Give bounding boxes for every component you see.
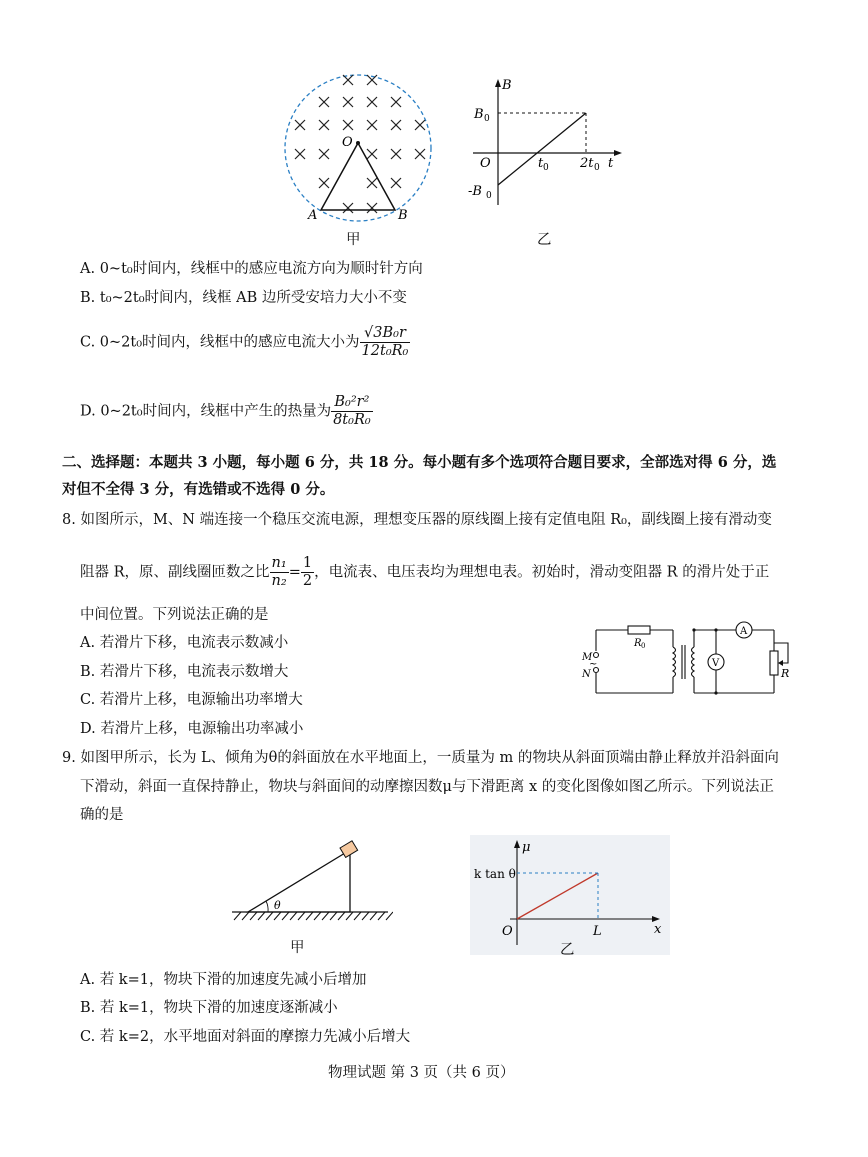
q8-stem-line2 xyxy=(80,555,769,590)
axis-label-B: B xyxy=(502,78,512,93)
axis-label-x: x xyxy=(654,922,662,937)
tick-2t0-sub: 0 xyxy=(594,163,600,173)
page-footer: 物理试题 第 3 页（共 6 页） xyxy=(328,1065,515,1081)
label-R0-sub: 0 xyxy=(641,642,646,650)
ground-hatch xyxy=(338,912,345,920)
figure-circle-field xyxy=(280,68,440,228)
tick-B0: B xyxy=(474,107,484,122)
q7-option-D xyxy=(80,394,373,429)
ground-hatch xyxy=(346,912,353,920)
q7-option-C xyxy=(80,325,410,360)
q8-ratio-den: n₂ xyxy=(271,573,287,589)
fig-caption-jia-bottom: 甲 xyxy=(290,940,305,956)
ground-hatch xyxy=(322,912,329,920)
q9-option-A: A. 若 k=1，物块下滑的加速度先减小后增加 xyxy=(80,972,367,988)
q8-ratio-fraction xyxy=(270,555,289,590)
q8-stem-line2-b: ，电流表、电压表均为理想电表。初始时，滑动变阻器 R 的滑片处于正 xyxy=(314,564,770,581)
ground-hatch xyxy=(306,912,313,920)
figure-b-t-graph xyxy=(468,75,628,210)
tick-neg-B0-sub: 0 xyxy=(486,191,492,201)
q7-C-numerator: √3B₀r xyxy=(360,325,411,343)
q7-D-denominator: 8t₀R₀ xyxy=(333,412,371,428)
axis-label-t: t xyxy=(608,156,614,171)
ground-hatch xyxy=(314,912,321,920)
tick-B0-sub: 0 xyxy=(484,114,490,124)
ground-hatch xyxy=(362,912,369,920)
ground-hatch xyxy=(290,912,297,920)
q9-stem-line2: 下滑动，斜面一直保持静止，物块与斜面间的动摩擦因数μ与下滑距离 x 的变化图像如图乙所示。下列说法正 xyxy=(80,779,774,795)
figure-incline xyxy=(228,838,393,928)
tick-t0-sub: 0 xyxy=(543,163,549,173)
figure-mu-x-graph xyxy=(470,835,670,955)
q8-option-A: A. 若滑片下移，电流表示数减小 xyxy=(80,635,289,651)
q9-stem-line1: 9. 如图甲所示，长为 L、倾角为θ的斜面放在水平地面上，一质量为 m 的物块从斜面顶端由静止释放并沿斜面向 xyxy=(62,750,779,766)
label-R0: R xyxy=(634,638,642,649)
tick-L: L xyxy=(593,924,602,939)
tick-t0: t xyxy=(538,156,544,171)
q9-option-B: B. 若 k=1，物块下滑的加速度逐渐减小 xyxy=(80,1000,338,1016)
q7-D-numerator: B₀²r² xyxy=(331,394,373,412)
fig-caption-yi-bottom: 乙 xyxy=(560,942,575,958)
q8-option-D: D. 若滑片上移，电源输出功率减小 xyxy=(80,721,304,737)
q8-stem-line2-a: 阻器 R，原、副线圈匝数之比 xyxy=(80,564,270,581)
q8-half-fraction xyxy=(301,555,314,590)
ground-hatch xyxy=(298,912,305,920)
ground-hatch xyxy=(330,912,337,920)
fig-caption-jia-top: 甲 xyxy=(346,232,361,248)
ground-hatch xyxy=(234,912,241,920)
tick-ktan: k tan θ xyxy=(474,867,516,881)
q8-half-den: 2 xyxy=(302,573,313,589)
ground-hatch xyxy=(266,912,273,920)
tick-2t0: 2t xyxy=(580,156,594,171)
q8-stem-line1: 8. 如图所示，M、N 端连接一个稳压交流电源，理想变压器的原线圈上接有定值电阻 R₀，副线圈上接有滑动变 xyxy=(62,512,772,528)
origin-label-mu: O xyxy=(502,924,513,939)
ground-hatch xyxy=(274,912,281,920)
ground-hatch xyxy=(250,912,257,920)
label-R: R xyxy=(781,667,790,680)
ground-hatch xyxy=(354,912,361,920)
ground-hatch xyxy=(370,912,377,920)
label-B: B xyxy=(398,208,408,223)
label-M: M xyxy=(582,652,593,663)
ground-hatch xyxy=(242,912,249,920)
origin-label: O xyxy=(480,156,491,171)
q8-ratio-eq: = xyxy=(288,564,301,581)
label-A: A xyxy=(308,208,318,223)
section2-line2: 对但不全得 3 分，有选错或不选得 0 分。 xyxy=(62,481,335,498)
fig-caption-yi-top: 乙 xyxy=(537,232,552,248)
q7-option-C-text: C. 0~2t₀时间内，线框中的感应电流大小为 xyxy=(80,334,360,351)
q8-ratio-num: n₁ xyxy=(271,555,287,571)
ground-hatch xyxy=(282,912,289,920)
label-O: O xyxy=(342,135,353,150)
label-N: N xyxy=(582,669,591,680)
ammeter-label: A xyxy=(740,626,748,637)
ground-hatch xyxy=(378,912,385,920)
q7-option-B: B. t₀~2t₀时间内，线框 AB 边所受安培力大小不变 xyxy=(80,290,407,306)
q7-option-C-fraction xyxy=(360,325,411,360)
theta-label: θ xyxy=(274,899,281,912)
q9-stem-line3: 确的是 xyxy=(80,807,124,823)
q8-option-C: C. 若滑片上移，电源输出功率增大 xyxy=(80,692,303,708)
q7-option-D-fraction xyxy=(331,394,373,429)
q7-option-D-text: D. 0~2t₀时间内，线框中产生的热量为 xyxy=(80,403,332,420)
voltmeter-label: V xyxy=(712,658,720,669)
q8-stem-line3: 中间位置。下列说法正确的是 xyxy=(80,607,269,623)
figure-transformer-circuit xyxy=(578,615,803,700)
section2-line1: 二、选择题：本题共 3 小题，每小题 6 分，共 18 分。每小题有多个选项符合题目要求，全部选对得 6 分，选 xyxy=(62,454,777,471)
q8-option-B: B. 若滑片下移，电流表示数增大 xyxy=(80,664,289,680)
ground-hatch xyxy=(386,912,393,920)
ground-hatch xyxy=(258,912,265,920)
axis-label-mu: μ xyxy=(522,840,531,855)
q7-option-A: A. 0~t₀时间内，线框中的感应电流方向为顺时针方向 xyxy=(80,261,423,277)
q9-option-C: C. 若 k=2，水平地面对斜面的摩擦力先减小后增大 xyxy=(80,1029,411,1045)
q8-half-num: 1 xyxy=(302,555,313,571)
tick-neg-B0: -B xyxy=(468,184,482,199)
svg-text:~: ~ xyxy=(589,659,598,670)
q7-C-denominator: 12t₀R₀ xyxy=(361,343,409,359)
